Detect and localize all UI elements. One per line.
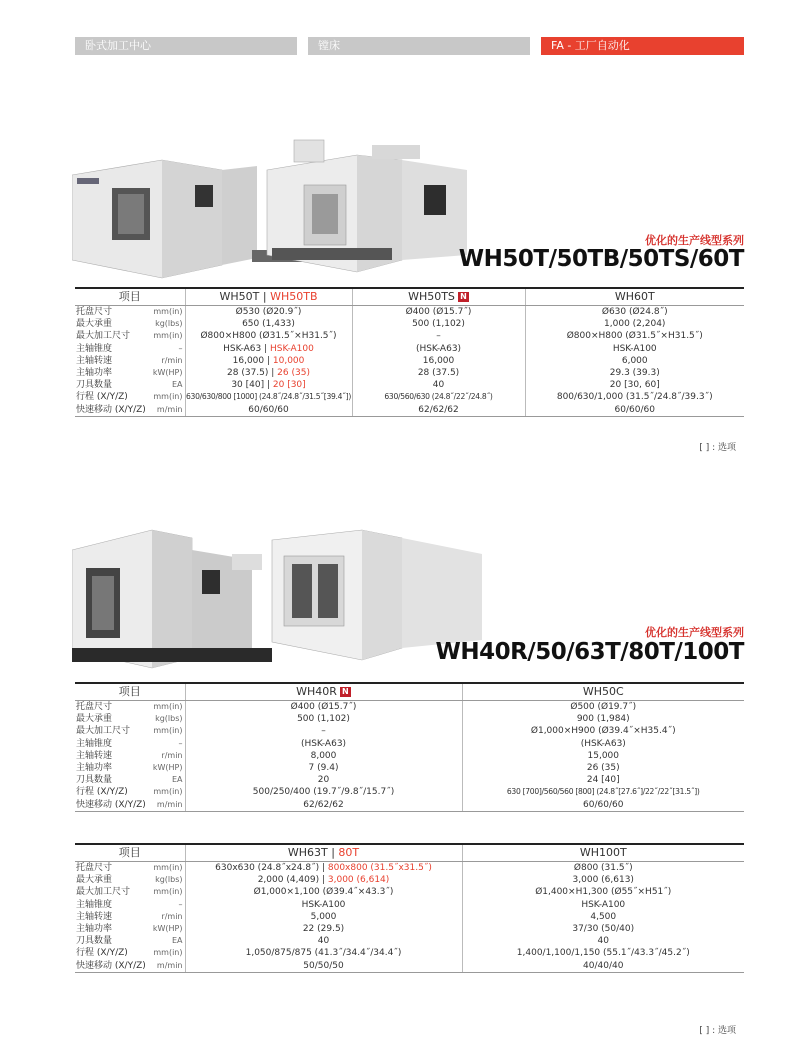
table-row: 最大加工尺寸 mm(in) Ø800×H800 (Ø31.5˝×H31.5˝) – Ø800×H800 (Ø31.5˝×H31.5˝) — [75, 330, 744, 342]
model-header-wh100t: WH100T — [462, 844, 744, 862]
model-header-wh50ts: WH50TS N — [352, 288, 525, 306]
section2-title: WH40R/50/63T/80T/100T — [435, 639, 744, 665]
table-row: 快速移动 (X/Y/Z) m/min 62/62/62 60/60/60 — [75, 799, 744, 812]
table-row: 最大承重 kg(lbs) 2,000 (4,409) | 3,000 (6,614) 3,000 (6,613) — [75, 874, 744, 886]
table-row: 行程 (X/Y/Z) mm(in) 1,050/875/875 (41.3˝/34.4˝/34.4˝) 1,400/1,100/1,150 (55.1˝/43.3˝/45.2˝) — [75, 947, 744, 959]
table-row: 行程 (X/Y/Z) mm(in) 630/630/800 [1000] (24.8˝/24.8˝/31.5˝[39.4˝]) 630/560/630 (24.8˝/22˝/24.8˝) 800/630/1,000 (31.5˝/24.8˝/39.3˝) — [75, 391, 744, 403]
model-header-wh63t: WH63T | 80T — [185, 844, 462, 862]
table-row: 主轴功率 kW(HP) 28 (37.5) | 26 (35) 28 (37.5) 29.3 (39.3) — [75, 367, 744, 379]
new-badge: N — [458, 292, 469, 302]
table-row: 快速移动 (X/Y/Z) m/min 60/60/60 62/62/62 60/60/60 — [75, 404, 744, 417]
category-tabs — [75, 37, 744, 55]
table-row: 托盘尺寸 mm(in) Ø400 (Ø15.7˝) Ø500 (Ø19.7˝) — [75, 701, 744, 714]
model-header-wh60t: WH60T — [525, 288, 744, 306]
spec-table-2 — [75, 682, 744, 812]
table-row: 最大加工尺寸 mm(in) Ø1,000×1,100 (Ø39.4˝×43.3˝) Ø1,400×H1,300 (Ø55˝×H51˝) — [75, 886, 744, 898]
new-badge: N — [340, 687, 351, 697]
table-row: 行程 (X/Y/Z) mm(in) 500/250/400 (19.7˝/9.8˝/15.7˝) 630 [700]/560/560 [800] (24.8˝[27.6˝]/22˝/22˝[31.5˝]) — [75, 786, 744, 798]
tab-factory-automation[interactable]: FA - 工厂自动化 — [541, 37, 744, 55]
machine-image-wh50t — [72, 130, 482, 280]
table-row: 托盘尺寸 mm(in) Ø530 (Ø20.9˝) Ø400 (Ø15.7˝) Ø630 (Ø24.8˝) — [75, 306, 744, 319]
table-row: 主轴功率 kW(HP) 7 (9.4) 26 (35) — [75, 762, 744, 774]
tab-boring[interactable]: 镗床 — [308, 37, 530, 55]
table-row: 最大承重 kg(lbs) 500 (1,102) 900 (1,984) — [75, 713, 744, 725]
option-note: [ ] : 选项 — [699, 1026, 736, 1036]
table-row: 主轴转速 r/min 5,000 4,500 — [75, 911, 744, 923]
model-header-wh40r: WH40R N — [185, 683, 462, 701]
spec-table-1 — [75, 287, 744, 417]
table-row: 主轴转速 r/min 8,000 15,000 — [75, 750, 744, 762]
table-row: 主轴转速 r/min 16,000 | 10,000 16,000 6,000 — [75, 355, 744, 367]
table-row: 刀具数量 EA 30 [40] | 20 [30] 40 20 [30, 60] — [75, 379, 744, 391]
table-row: 最大加工尺寸 mm(in) – Ø1,000×H900 (Ø39.4˝×H35.4˝) — [75, 725, 744, 737]
table-row: 最大承重 kg(lbs) 650 (1,433) 500 (1,102) 1,000 (2,204) — [75, 318, 744, 330]
model-header-wh50c: WH50C — [462, 683, 744, 701]
item-header: 项目 — [75, 844, 185, 862]
table-row: 刀具数量 EA 20 24 [40] — [75, 774, 744, 786]
section2-subtitle: 优化的生产线型系列 — [645, 626, 744, 639]
item-header: 项目 — [75, 288, 185, 306]
tab-horizontal-machining[interactable]: 卧式加工中心 — [75, 37, 297, 55]
machine-image-wh40r — [72, 520, 492, 670]
table-row: 主轴锥度 – (HSK-A63) (HSK-A63) — [75, 738, 744, 750]
table-row: 主轴锥度 – HSK-A63 | HSK-A100 (HSK-A63) HSK-A100 — [75, 343, 744, 355]
spec-table-3 — [75, 843, 744, 973]
table-row: 托盘尺寸 mm(in) 630x630 (24.8˝x24.8˝) | 800x800 (31.5˝x31.5˝) Ø800 (31.5˝) — [75, 862, 744, 875]
section1-subtitle: 优化的生产线型系列 — [645, 234, 744, 247]
table-row: 主轴锥度 – HSK-A100 HSK-A100 — [75, 899, 744, 911]
table-row: 快速移动 (X/Y/Z) m/min 50/50/50 40/40/40 — [75, 960, 744, 973]
section1-title: WH50T/50TB/50TS/60T — [458, 246, 744, 272]
item-header: 项目 — [75, 683, 185, 701]
table-row: 主轴功率 kW(HP) 22 (29.5) 37/30 (50/40) — [75, 923, 744, 935]
model-header-wh50t: WH50T | WH50TB — [185, 288, 352, 306]
table-row: 刀具数量 EA 40 40 — [75, 935, 744, 947]
option-note: [ ] : 选项 — [699, 443, 736, 453]
